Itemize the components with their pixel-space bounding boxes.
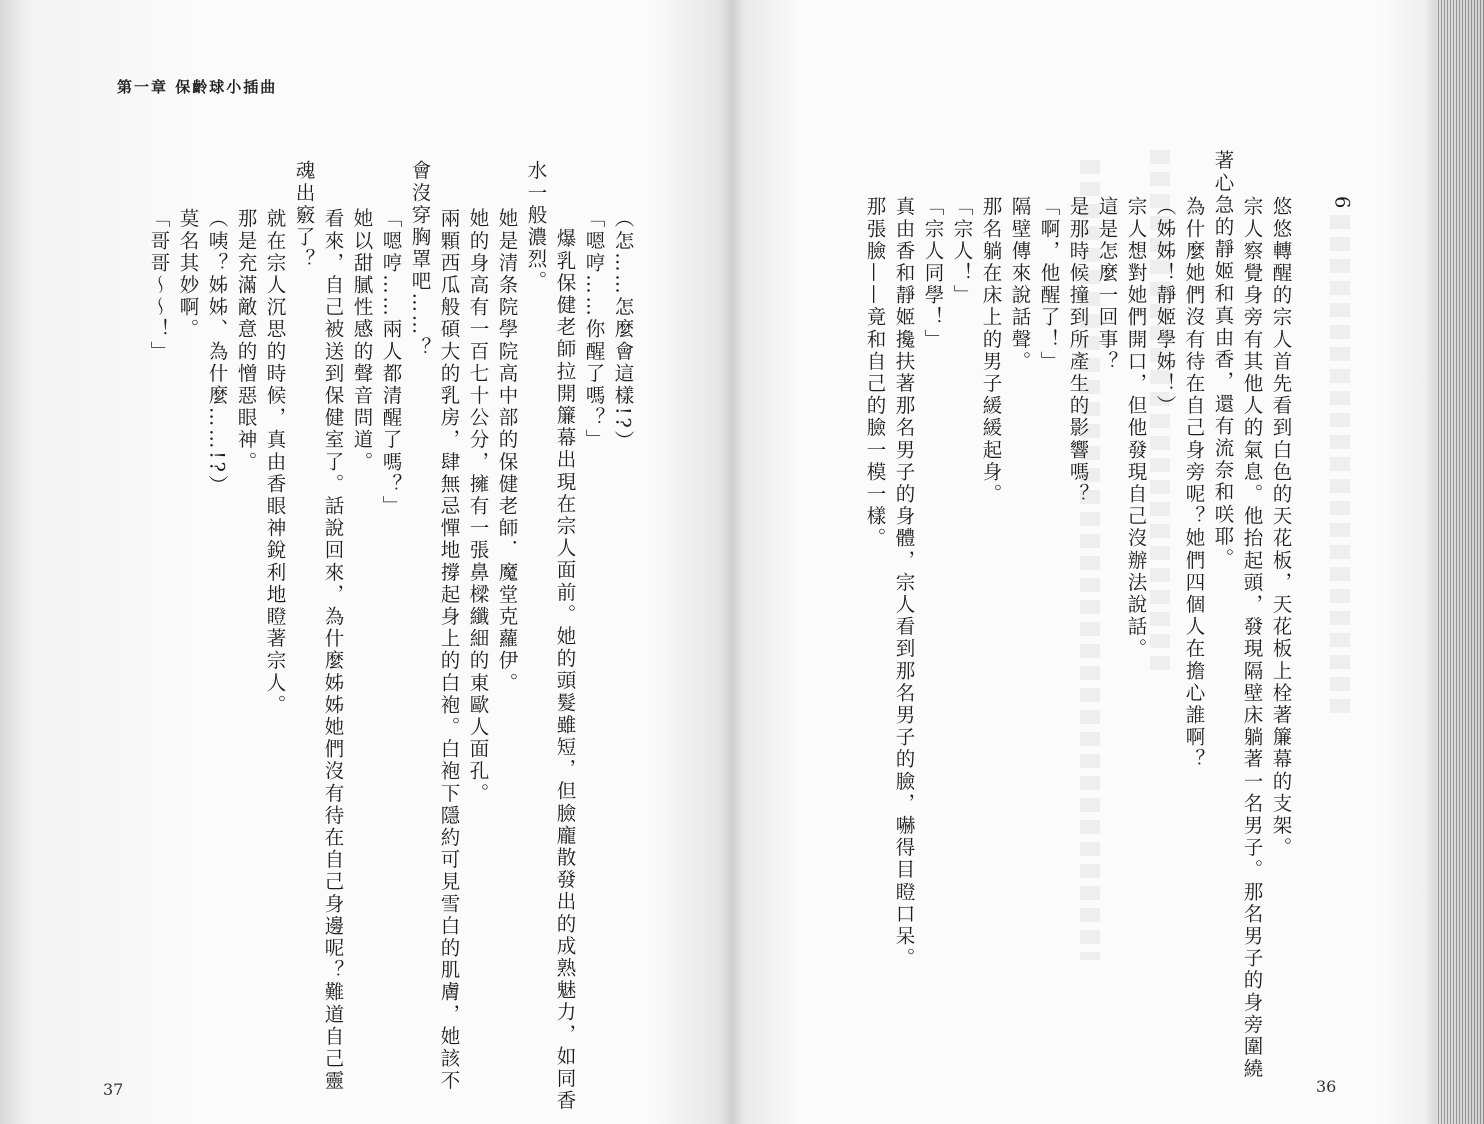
text-column: 真由香和靜姬攙扶著那名男子的身體，宗人看到那名男子的臉，嚇得目瞪口呆。 (892, 196, 916, 970)
section-number: 6 (1330, 196, 1354, 212)
text-column: （姊姊！靜姬學姊！） (1153, 196, 1177, 417)
text-column: 魂出竅了？ (292, 160, 316, 271)
text-column: 悠悠轉醒的宗人首先看到白色的天花板，天花板上栓著簾幕的支架。 (1269, 196, 1293, 859)
text-column: 這是怎麼一回事？ (1095, 196, 1119, 373)
text-column: 宗人察覺身旁有其他人的氣息。他抬起頭，發現隔壁床躺著一名男子。那名男子的身旁圍繞 (1240, 196, 1264, 1080)
page-number-right: 36 (1316, 1077, 1337, 1096)
text-column: （怎……怎麼會這樣!?） (611, 208, 635, 453)
text-column: 隔壁傳來說話聲。 (1008, 196, 1032, 373)
running-head: 第一章 保齡球小插曲 (117, 78, 278, 96)
text-column: 那張臉——竟和自己的臉一模一樣。 (863, 196, 887, 550)
text-column: 她的身高有一百七十公分，擁有一張鼻樑纖細的東歐人面孔。 (466, 208, 490, 805)
text-column: 爆乳保健老師拉開簾幕出現在宗人面前。她的頭髮雖短，但臉龐散發出的成熟魅力，如同香 (553, 228, 577, 1112)
text-column: 會沒穿胸罩吧……？ (408, 160, 432, 359)
text-column: 那名躺在床上的男子緩緩起身。 (979, 196, 1003, 506)
text-column: 「哥哥～～！」 (147, 208, 171, 363)
text-column: （咦？姊姊、為什麼……!?） (205, 208, 229, 497)
text-column: 就在宗人沉思的時候，真由香眼神銳利地瞪著宗人。 (263, 208, 287, 717)
text-column: 「宗人！」 (950, 196, 974, 307)
page-number-left: 37 (103, 1080, 124, 1099)
text-column: 看來，自己被送到保健室了。話說回來，為什麼姊姊她們沒有待在自己身邊呢？難道自己靈 (321, 208, 345, 1092)
text-column: 她是清条院學院高中部的保健老師．魔堂克蘿伊。 (495, 208, 519, 695)
text-column: 「嗯哼……兩人都清醒了嗎？」 (379, 208, 403, 518)
text-column: 為什麼她們沒有待在自己身旁呢？她們四個人在擔心誰啊？ (1182, 196, 1206, 771)
text-column: 她以甜膩性感的聲音問道。 (350, 208, 374, 474)
text-column: 「嗯哼……你醒了嗎？」 (582, 208, 606, 452)
text-column: 宗人想對她們開口，但他發現自己沒辦法說話。 (1124, 196, 1148, 661)
page-edges (1436, 0, 1484, 1124)
text-column: 「啊，他醒了！」 (1037, 196, 1061, 373)
text-column: 那是充滿敵意的憎惡眼神。 (234, 208, 258, 474)
text-column: 「宗人同學！」 (921, 196, 945, 351)
text-column: 兩顆西瓜般碩大的乳房，肆無忌憚地撐起身上的白袍。白袍下隱約可見雪白的肌膚，她該不 (437, 208, 461, 1092)
text-column: 水一般濃烈。 (524, 160, 548, 293)
text-column: 著心急的靜姬和真由香，還有流奈和咲耶。 (1211, 150, 1235, 570)
text-column: 莫名其妙啊。 (176, 208, 200, 341)
text-column: 是那時候撞到所產生的影響嗎？ (1066, 196, 1090, 506)
bleed-through (1330, 215, 1350, 715)
